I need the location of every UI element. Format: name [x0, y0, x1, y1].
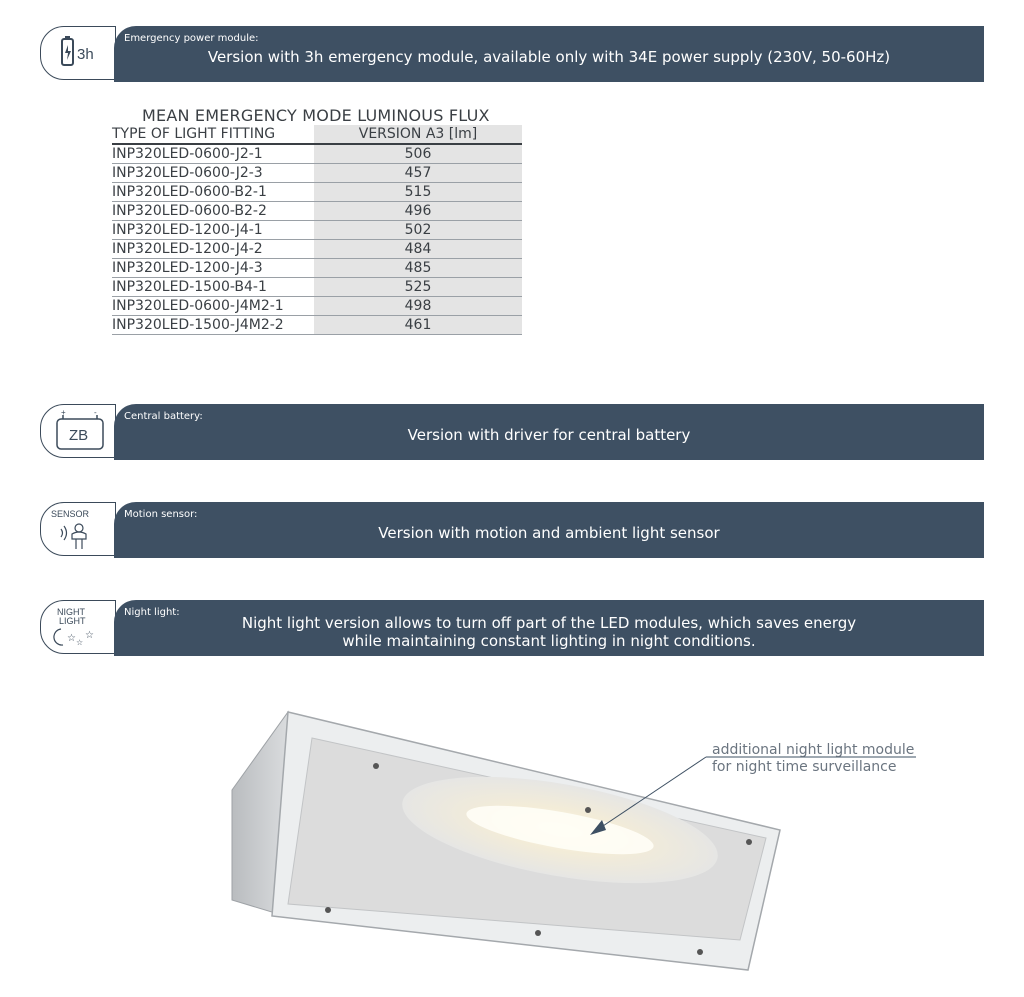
badge-text: ZB [69, 427, 89, 444]
annotation-line: for night time surveillance [712, 759, 897, 775]
motion-sensor-badge [40, 502, 116, 556]
flux-cell: 502 [314, 221, 522, 240]
motion-sensor-bar [114, 502, 984, 558]
table-row [112, 297, 522, 316]
svg-text:-: - [94, 408, 97, 417]
flux-cell: 506 [314, 144, 522, 164]
night-light-banner [40, 600, 984, 656]
flux-cell: 461 [314, 316, 522, 335]
badge-line: LIGHT [59, 616, 86, 626]
table-row [112, 221, 522, 240]
feature-category: Night light: [124, 607, 180, 618]
table-header-row [112, 125, 522, 144]
header-version: VERSION A3 [lm] [314, 125, 522, 144]
fitting-cell: INP320LED-1500-J4M2-2 [112, 316, 314, 335]
feature-category: Emergency power module: [124, 33, 259, 44]
flux-cell: 525 [314, 278, 522, 297]
svg-text:☆: ☆ [76, 638, 84, 647]
badge-text: SENSOR [51, 509, 90, 519]
fitting-cell: INP320LED-0600-B2-2 [112, 202, 314, 221]
central-battery-badge [40, 404, 116, 458]
fitting-cell: INP320LED-1200-J4-1 [112, 221, 314, 240]
table-row [112, 316, 522, 335]
emergency-badge [40, 26, 116, 80]
table-row [112, 259, 522, 278]
central-battery-banner [40, 404, 984, 460]
feature-description: Version with 3h emergency module, available only with 34E power supply (230V, 50-60Hz) [207, 48, 891, 66]
badge-line: NIGHT [57, 607, 85, 617]
header-fitting: TYPE OF LIGHT FITTING [112, 125, 314, 144]
fitting-cell: INP320LED-0600-J2-3 [112, 164, 314, 183]
fitting-cell: INP320LED-0600-J2-1 [112, 144, 314, 164]
description-line: while maintaining constant lighting in night conditions. [342, 632, 756, 650]
flux-cell: 484 [314, 240, 522, 259]
feature-category: Motion sensor: [124, 509, 198, 520]
flux-cell: 515 [314, 183, 522, 202]
feature-description [114, 614, 984, 650]
flux-cell: 485 [314, 259, 522, 278]
table-title: MEAN EMERGENCY MODE LUMINOUS FLUX [142, 106, 490, 125]
night-light-bar [114, 600, 984, 656]
night-module-annotation [712, 742, 914, 776]
feature-category: Central battery: [124, 411, 203, 422]
light-fixture-illustration [0, 680, 1024, 997]
svg-text:☆: ☆ [85, 630, 94, 641]
flux-cell: 496 [314, 202, 522, 221]
central-battery-icon [41, 405, 117, 459]
svg-text:+: + [61, 408, 66, 417]
night-light-badge [40, 600, 116, 654]
flux-cell: 498 [314, 297, 522, 316]
feature-description: Version with motion and ambient light sensor [378, 524, 720, 542]
badge-text: 3h [77, 46, 94, 63]
table-row [112, 144, 522, 164]
night-light-icon [41, 601, 117, 655]
table-row [112, 164, 522, 183]
flux-cell: 457 [314, 164, 522, 183]
luminous-flux-table [112, 125, 522, 335]
fitting-cell: INP320LED-0600-J4M2-1 [112, 297, 314, 316]
luminous-flux-table-block [112, 106, 522, 335]
fitting-cell: INP320LED-1200-J4-3 [112, 259, 314, 278]
emergency-bar [114, 26, 984, 82]
table-row [112, 183, 522, 202]
table-row [112, 278, 522, 297]
table-row [112, 202, 522, 221]
table-row [112, 240, 522, 259]
motion-sensor-banner [40, 502, 984, 558]
feature-description: Version with driver for central battery [407, 426, 691, 444]
fitting-cell: INP320LED-1200-J4-2 [112, 240, 314, 259]
fitting-cell: INP320LED-1500-B4-1 [112, 278, 314, 297]
description-line: Night light version allows to turn off part of the LED modules, which saves energy [241, 614, 857, 632]
fitting-cell: INP320LED-0600-B2-1 [112, 183, 314, 202]
svg-text:☆: ☆ [67, 633, 76, 644]
emergency-module-banner [40, 26, 984, 82]
central-battery-bar [114, 404, 984, 460]
annotation-line: additional night light module [712, 742, 915, 758]
battery-3h-icon [41, 27, 117, 81]
motion-sensor-icon [41, 503, 117, 557]
